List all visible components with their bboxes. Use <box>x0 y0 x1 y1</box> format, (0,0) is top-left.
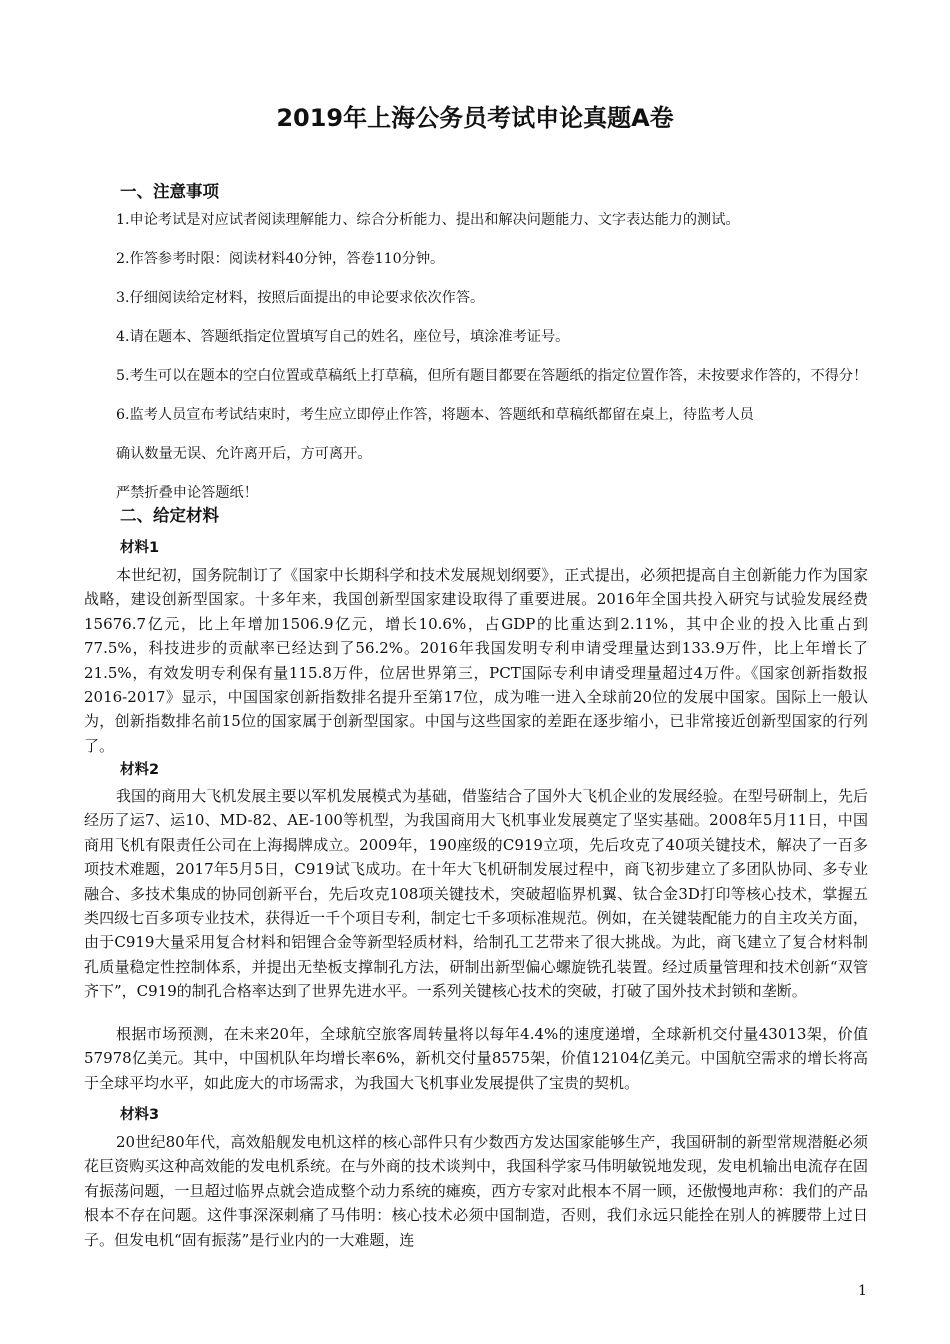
material-1-title: 材料1 <box>120 540 160 556</box>
material-2-paragraph-2: 根据市场预测，在未来20年，全球航空旅客周转量将以每年4.4%的速度递增，全球新机交付量43013架，价值57978亿美元。其中，中国机队年均增长率6%，新机交付量8575架，价值12104亿美元。中国航空需求的增长将高于全球平均水平，如此庞大的市场需求，为我国大飞机事业发展提供了宝贵的契机。 <box>84 1025 868 1092</box>
notice-item-1: 1.申论考试是对应试者阅读理解能力、综合分析能力、提出和解决问题能力、文字表达能力的测试。 <box>116 212 740 228</box>
material-3-title: 材料3 <box>120 1107 160 1123</box>
material-2-paragraph-1: 我国的商用大飞机发展主要以军机发展模式为基础，借鉴结合了国外大飞机企业的发展经验。在型号研制上，先后经历了运7、运10、MD-82、AE-100等机型，为我国商用大飞机事业发展奠定了坚实基础。2008年5月11日，中国商用飞机有限责任公司在上海揭牌成立。2009年，190座级的C919立项，先后攻克了40项关键技术，解决了一百多项技术难题，2017年5月5日，C919试飞成功。在十年大飞机研制发展过程中，商飞初步建立了多团队协同、多专业融合、多技术集成的协同创新平台，先后攻克108项关键技术，突破超临界机翼、钛合金3D打印等核心技术，掌握五类四级七百多项专业技术，获得近一千个项目专利，制定七千多项标准规范。例如，在关键装配能力的自主攻关方面，由于C919大量采用复合材料和铝锂合金等新型轻质材料，给制孔工艺带来了很大挑战。为此，商飞建立了复合材料制孔质量稳定性控制体系，并提出无垫板支撑制孔方法，研制出新型偏心螺旋铣孔装置。经过质量管理和技术创新“双管齐下”，C919的制孔合格率达到了世界先进水平。一系列关键核心技术的突破，打破了国外技术封锁和垄断。 <box>84 787 868 1001</box>
notice-item-5: 5.考生可以在题本的空白位置或草稿纸上打草稿，但所有题目都要在答题纸的指定位置作答，未按要求作答的，不得分！ <box>116 368 868 384</box>
material-1-paragraph: 本世纪初，国务院制订了《国家中长期科学和技术发展规划纲要》，正式提出，必须把提高自主创新能力作为国家战略，建设创新型国家。十多年来，我国创新型国家建设取得了重要进展。2016年全国共投入研究与试验发展经费15676.7亿元，比上年增加1506.9亿元，增长10.6%，占GDP的比重达到2.11%，其中企业的投入比重占到77.5%，科技进步的贡献率已经达到了56.2%。2016年我国发明专利申请受理量达到133.9万件，比上年增长了21.5%，有效发明专利保有量115.8万件，位居世界第三，PCT国际专利申请受理量超过4万件。《国家创新指数报2016-2017》显示，中国国家创新指数排名提升至第17位，成为唯一进入全球前20位的发展中国家。国际上一般认为，创新指数排名前15位的国家属于创新型国家。中国与这些国家的差距在逐步缩小，已非常接近创新型国家的行列了。 <box>84 566 868 755</box>
notice-list <box>84 206 874 518</box>
document-title: 2019年上海公务员考试申论真题A卷 <box>276 104 674 132</box>
notice-item-2: 2.作答参考时限：阅读材料40分钟，答卷110分钟。 <box>116 251 445 267</box>
section-heading-notice: 一、注意事项 <box>120 182 219 201</box>
section-heading-materials: 二、给定材料 <box>120 506 219 525</box>
material-2-title: 材料2 <box>120 762 160 778</box>
notice-item-7: 严禁折叠申论答题纸！ <box>116 485 258 501</box>
notice-item-3: 3.仔细阅读给定材料，按照后面提出的申论要求依次作答。 <box>116 290 485 306</box>
notice-item-4: 4.请在题本、答题纸指定位置填写自己的姓名，座位号，填涂准考证号。 <box>116 329 570 345</box>
notice-item-6-cont: 确认数量无误、允许离开后，方可离开。 <box>116 446 372 462</box>
material-3-paragraph: 20世纪80年代，高效船舰发电机这样的核心部件只有少数西方发达国家能够生产，我国研制的新型常规潜艇必须花巨资购买这种高效能的发电机系统。在与外商的技术谈判中，我国科学家马伟明敏锐地发现，发电机输出电流存在固有振荡问题，一旦超过临界点就会造成整个动力系统的瘫痪，西方专家对此根本不屑一顾，还傲慢地声称：我们的产品根本不存在问题。这件事深深刺痛了马伟明：核心技术必须中国制造，否则，我们永远只能拴在别人的裤腰带上过日子。但发电机“固有振荡”是行业内的一大难题，连 <box>84 1133 868 1249</box>
page-number: 1 <box>858 1283 867 1299</box>
notice-item-6: 6.监考人员宣布考试结束时，考生应立即停止作答，将题本、答题纸和草稿纸都留在桌上，待监考人员 <box>116 407 754 423</box>
